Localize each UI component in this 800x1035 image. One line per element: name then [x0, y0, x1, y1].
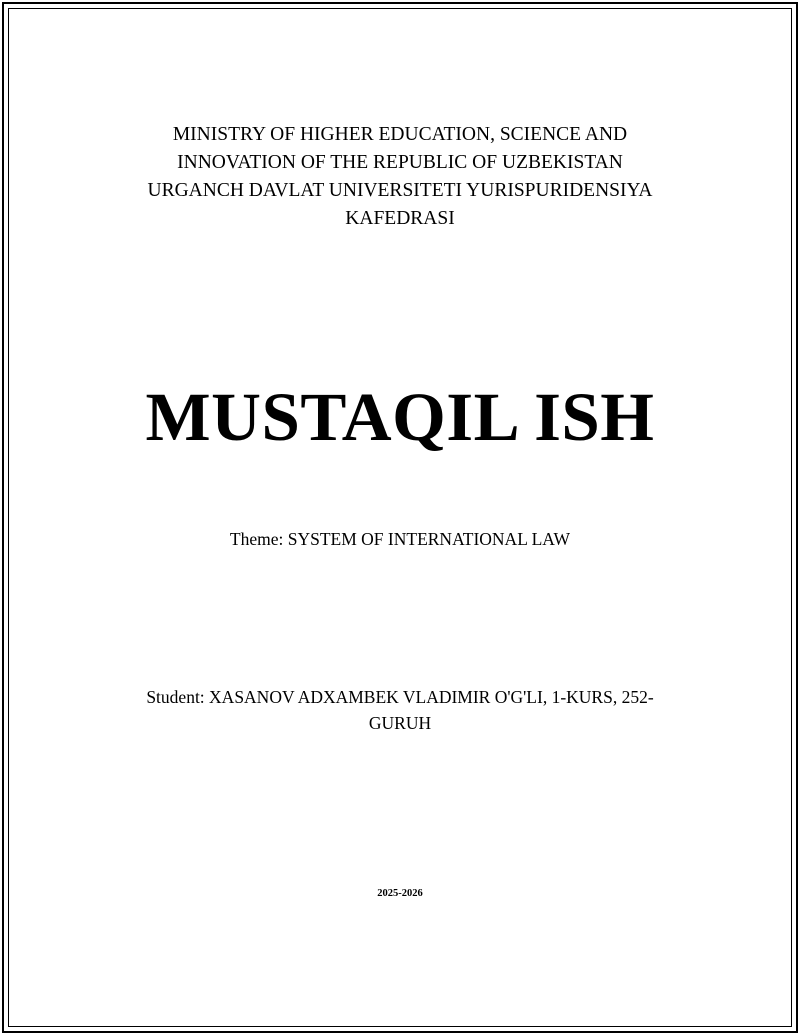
document-title: MUSTAQIL ISH: [145, 379, 655, 455]
student-line: GURUH: [368, 713, 432, 733]
header-line: KAFEDRASI: [345, 208, 455, 229]
academic-year: 2025-2026: [377, 888, 423, 899]
header-line: INNOVATION OF THE REPUBLIC OF UZBEKISTAN: [177, 152, 623, 173]
header-line: MINISTRY OF HIGHER EDUCATION, SCIENCE AND: [172, 124, 628, 145]
theme-line: Theme: SYSTEM OF INTERNATIONAL LAW: [229, 529, 571, 549]
header-line: URGANCH DAVLAT UNIVERSITETI YURISPURIDENSIYA: [147, 180, 653, 201]
student-info: [120, 684, 680, 736]
student-line: Student: XASANOV ADXAMBEK VLADIMIR O'G'LI, 1-KURS, 252-: [146, 687, 654, 707]
institution-header: [0, 121, 800, 233]
